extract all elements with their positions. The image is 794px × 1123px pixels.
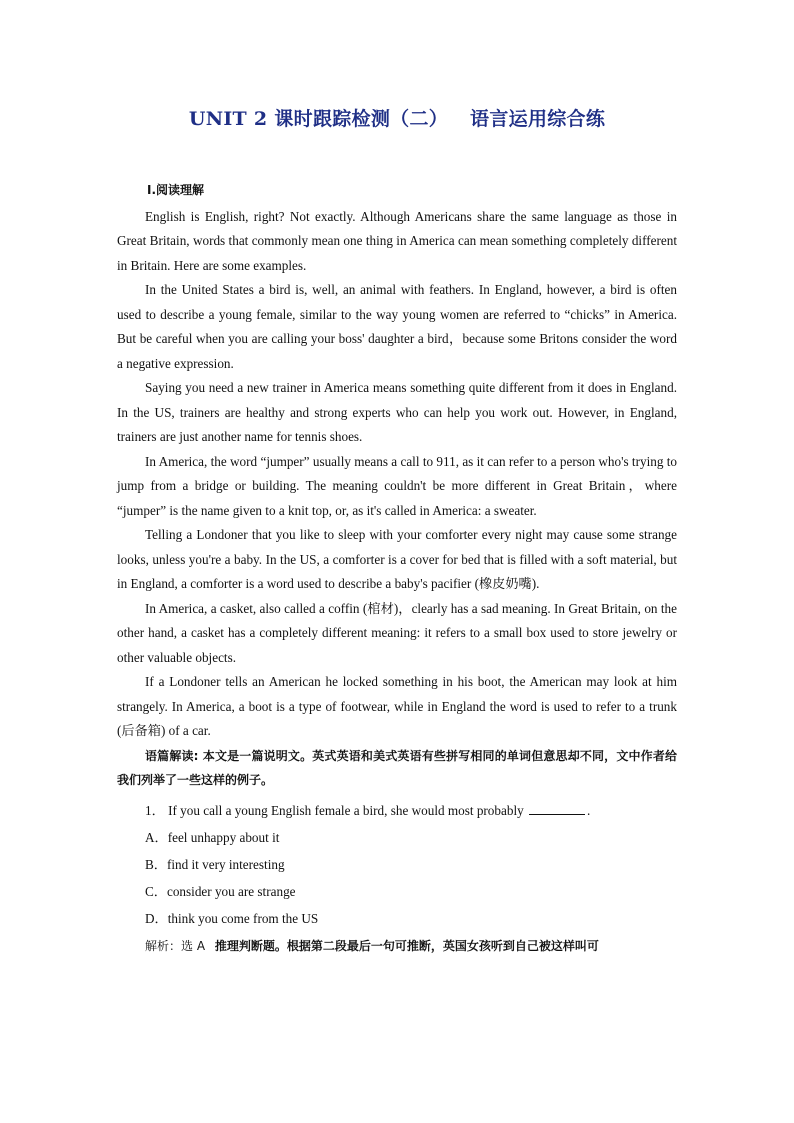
- page-title: [0, 104, 794, 131]
- paragraph-4: In America, the word “jumper” usually means a call to 911, as it can refer to a person who's trying to jump from a bridge or building. The meaning couldn't be more different in Great Britain，where “jumper” is the name given to a knit top, or, as it's called in America: a sweater.: [117, 453, 677, 518]
- answer-body: 推理判断题。根据第二段最后一句可推断，英国女孩听到自己被这样叫可: [214, 938, 599, 953]
- title-sub: 语言运用综合练: [470, 108, 606, 130]
- paragraph-5: Telling a Londoner that you like to sleep with your comforter every night may cause some strange looks, unless you're a baby. In the US, a comforter is a cover for bed that is filled with a soft material, but in England, a comforter is a word used to describe a baby's pacifier (橡皮奶嘴).: [117, 527, 677, 591]
- paragraph-1: English is English, right? Not exactly. Although Americans share the same language as those in Great Britain, words that commonly mean one thing in America can mean something completely different in Britain. Here are some examples.: [117, 208, 677, 273]
- section-heading: Ⅰ.阅读理解: [147, 183, 205, 197]
- question-stem: If you call a young English female a bird, she would most probably: [168, 802, 524, 818]
- question-stem-end: .: [587, 802, 591, 818]
- passage-analysis: 语篇解读: 本文是一篇说明文。英式英语和美式英语有些拼写相同的单词但意思却不同，文中作者给我们列举了一些这样的例子。: [117, 748, 677, 787]
- document-body: [117, 178, 677, 960]
- answer-explanation: [145, 932, 677, 960]
- paragraph-2: In the United States a bird is, well, an animal with feathers. In England, however, a bird is often used to describe a young female, similar to the way young women are referred to “chicks” in America. But be careful when you are calling your boss' daughter a bird，because some Britons consider the word a negative expression.: [117, 282, 677, 371]
- question-number: 1．: [145, 802, 165, 818]
- answer-blank: [529, 800, 585, 815]
- paragraph-6: In America, a casket, also called a coffin (棺材)，clearly has a sad meaning. In Great Britain, on the other hand, a casket has a completely different meaning: it refers to a small box used to store jewelry or other valuable objects.: [117, 600, 677, 665]
- option-d: D．think you come from the US: [145, 910, 319, 926]
- answer-head: 解析：选 A: [145, 938, 206, 953]
- paragraph-3: Saying you need a new trainer in America means something quite different from it does in England. In the US, trainers are healthy and strong experts who can help you work out. However, in England, trainers are just another name for tennis shoes.: [117, 380, 677, 444]
- question-1: [145, 797, 677, 824]
- option-b: B．find it very interesting: [145, 856, 285, 872]
- title-main: UNIT 2 课时跟踪检测（二）: [188, 108, 449, 130]
- option-c: C．consider you are strange: [145, 883, 296, 899]
- paragraph-7: If a Londoner tells an American he locked something in his boot, the American may look at him strangely. In America, a boot is a type of footwear, while in England the word is used to refer to a trunk (后备箱) of a car.: [117, 674, 677, 738]
- option-a: A．feel unhappy about it: [145, 829, 280, 845]
